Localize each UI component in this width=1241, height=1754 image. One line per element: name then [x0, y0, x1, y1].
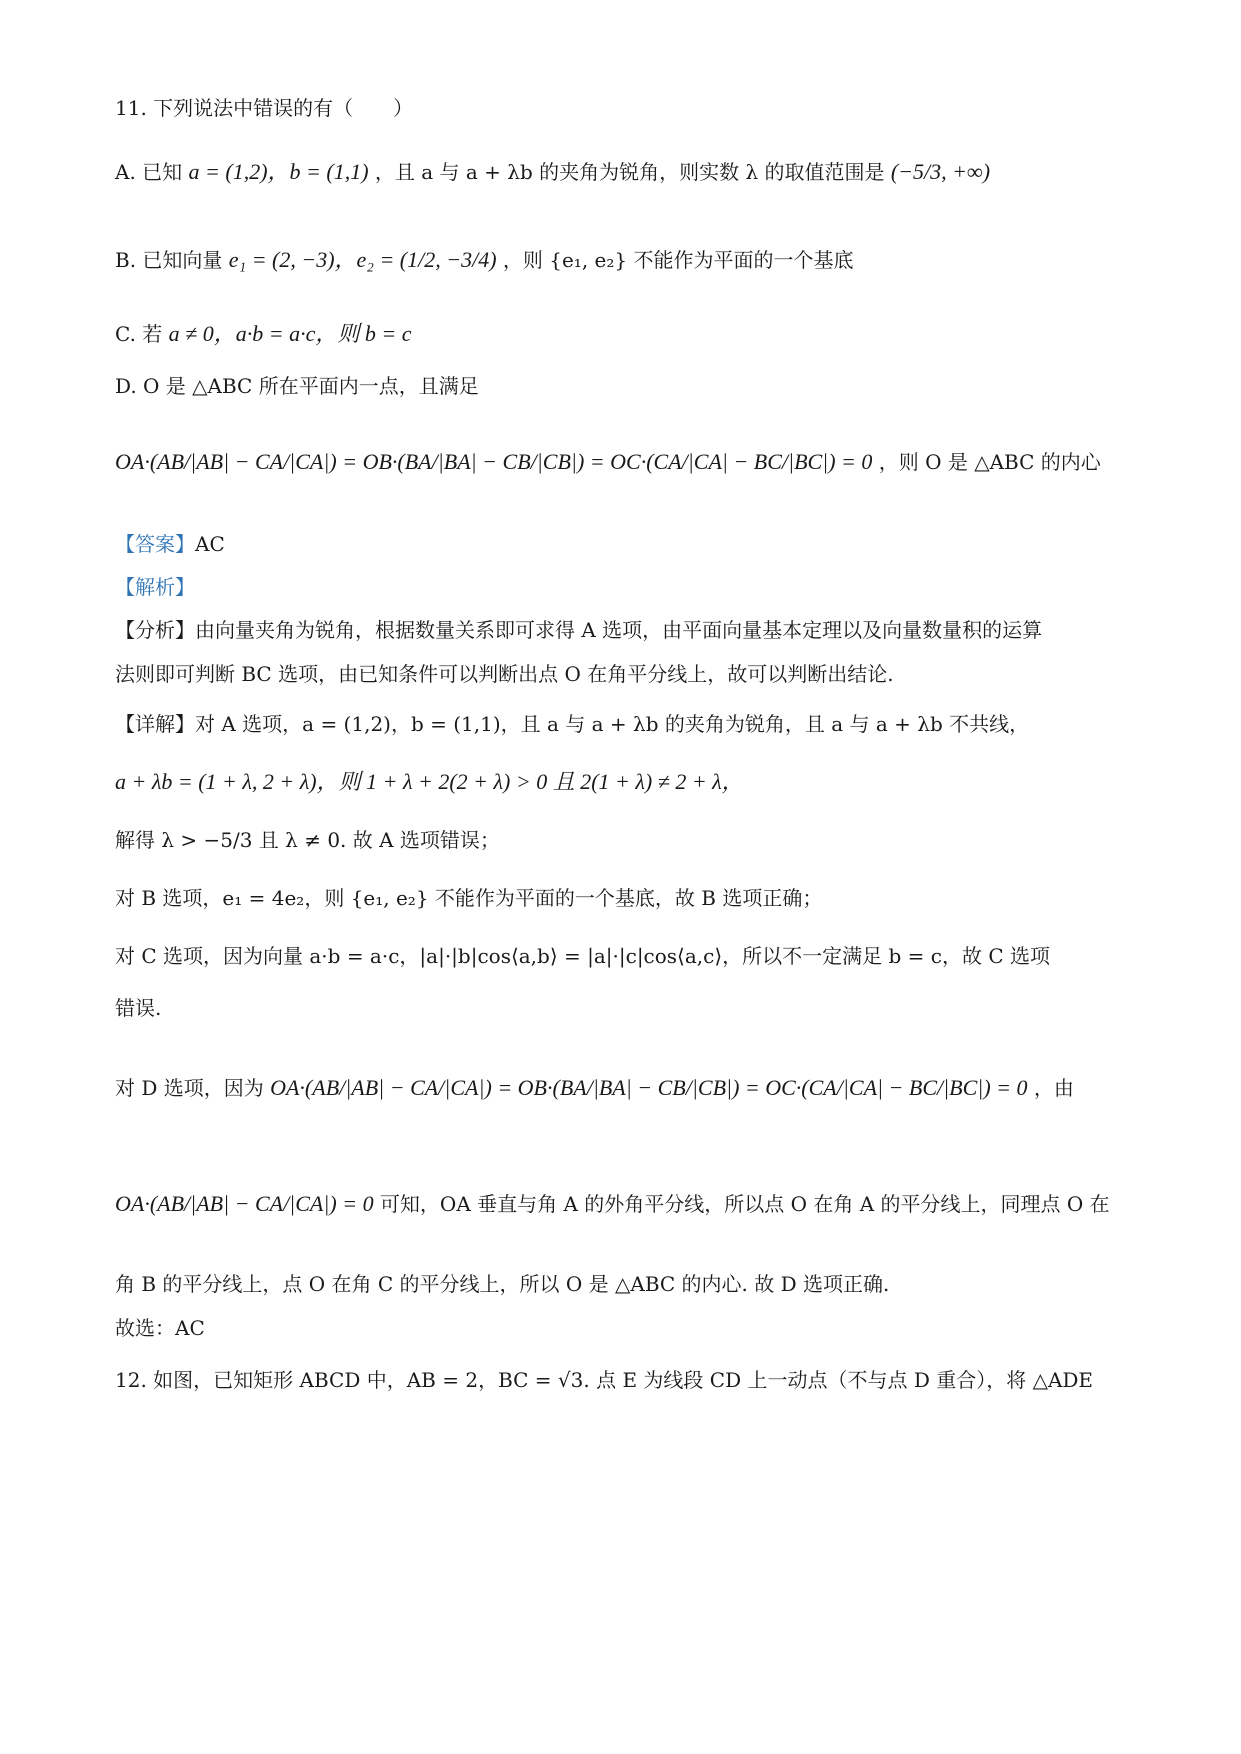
fenxi-text-1: 由向量夹角为锐角，根据数量关系即可求得 A 选项，由平面向量基本定理以及向量数量积的运算: [195, 618, 1043, 642]
detail-a-line-3: 解得 λ > −5/3 且 λ ≠ 0. 故 A 选项错误；: [115, 828, 500, 852]
option-d: [115, 372, 479, 400]
question-11-stem: 11. 下列说法中错误的有（ ）: [115, 96, 414, 120]
analysis-label: 【解析】: [115, 575, 195, 599]
detail-d-line-1: [115, 1074, 1074, 1102]
fenxi-label: 【分析】: [115, 618, 195, 642]
option-c-formula: a ≠ 0，a·b = a·c，则 b = c: [168, 321, 412, 346]
option-b-prefix: B. 已知向量: [115, 248, 223, 272]
detail-c-line-2: 错误.: [115, 996, 162, 1020]
option-b: [115, 246, 853, 274]
option-a-vectors: a = (1,2)，b = (1,1): [188, 159, 369, 184]
detail-d-formula: OA·(AB/|AB| − CA/|CA|) = OB·(BA/|BA| − CB/|CB|) = OC·(CA/|CA| − BC/|BC|) = 0: [270, 1075, 1028, 1100]
analysis-label-line: [115, 573, 195, 601]
detail-d-line-3: 角 B 的平分线上，点 O 在角 C 的平分线上，所以 O 是 △ABC 的内心. 故 D 选项正确.: [115, 1272, 890, 1296]
option-a-text: ，且 a 与 a + λb 的夹角为锐角，则实数 λ 的取值范围是: [374, 160, 885, 184]
answer-label: 【答案】: [115, 532, 195, 556]
option-d-formula: OA·(AB/|AB| − CA/|CA|) = OB·(BA/|BA| − CB/|CB|) = OC·(CA/|CA| − BC/|BC|) = 0: [115, 449, 873, 474]
option-c: [115, 320, 411, 348]
option-d-text: O 是 △ABC 所在平面内一点，且满足: [143, 374, 479, 398]
option-d-conclusion: ，则 O 是 △ABC 的内心: [878, 450, 1101, 474]
option-a: [115, 158, 990, 186]
option-b-vectors: e₁ = (2, −3)，e₂ = (1/2, −3/4): [228, 247, 497, 272]
fenxi-line-1: [115, 616, 1042, 644]
option-a-range: (−5/3, +∞): [890, 159, 991, 184]
option-b-text: ，则 {e₁, e₂} 不能作为平面的一个基底: [502, 248, 854, 272]
fenxi-line-2: 法则即可判断 BC 选项，由已知条件可以判断出点 O 在角平分线上，故可以判断出结论.: [115, 662, 894, 686]
xiangjie-label: 【详解】: [115, 712, 195, 736]
question-12-stem: 12. 如图，已知矩形 ABCD 中，AB = 2，BC = √3. 点 E 为线段 CD 上一动点（不与点 D 重合），将 △ADE: [115, 1368, 1094, 1392]
detail-b-line: 对 B 选项，e₁ = 4e₂，则 {e₁, e₂} 不能作为平面的一个基底，故 B 选项正确；: [115, 886, 823, 910]
detail-d-tail: ，由: [1033, 1076, 1074, 1100]
option-d-prefix: D.: [115, 374, 137, 398]
option-d-condition: [115, 448, 1101, 476]
detail-a-text-1: 对 A 选项，a = (1,2)，b = (1,1)，且 a 与 a + λb 的夹角为锐角，且 a 与 a + λb 不共线，: [195, 712, 1030, 736]
detail-d-text-2: 可知，OA 垂直与角 A 的外角平分线，所以点 O 在角 A 的平分线上，同理点 O 在: [379, 1192, 1110, 1216]
detail-d-prefix: 对 D 选项，因为: [115, 1076, 264, 1100]
detail-d-formula-2: OA·(AB/|AB| − CA/|CA|) = 0: [115, 1191, 374, 1216]
conclusion-line: 故选：AC: [115, 1316, 205, 1340]
option-a-prefix: A. 已知: [115, 160, 183, 184]
answer-line: [115, 530, 225, 558]
answer-value: AC: [195, 532, 225, 556]
detail-a-line-2: a + λb = (1 + λ, 2 + λ)，则 1 + λ + 2(2 + λ) > 0 且 2(1 + λ) ≠ 2 + λ，: [115, 769, 744, 794]
option-c-prefix: C. 若: [115, 322, 163, 346]
detail-c-line-1: 对 C 选项，因为向量 a·b = a·c，|a|·|b|cos⟨a,b⟩ = |a|·|c|cos⟨a,c⟩，所以不一定满足 b = c，故 C 选项: [115, 944, 1050, 968]
detail-d-line-2: [115, 1190, 1110, 1218]
detail-a-line-1: [115, 710, 1029, 738]
